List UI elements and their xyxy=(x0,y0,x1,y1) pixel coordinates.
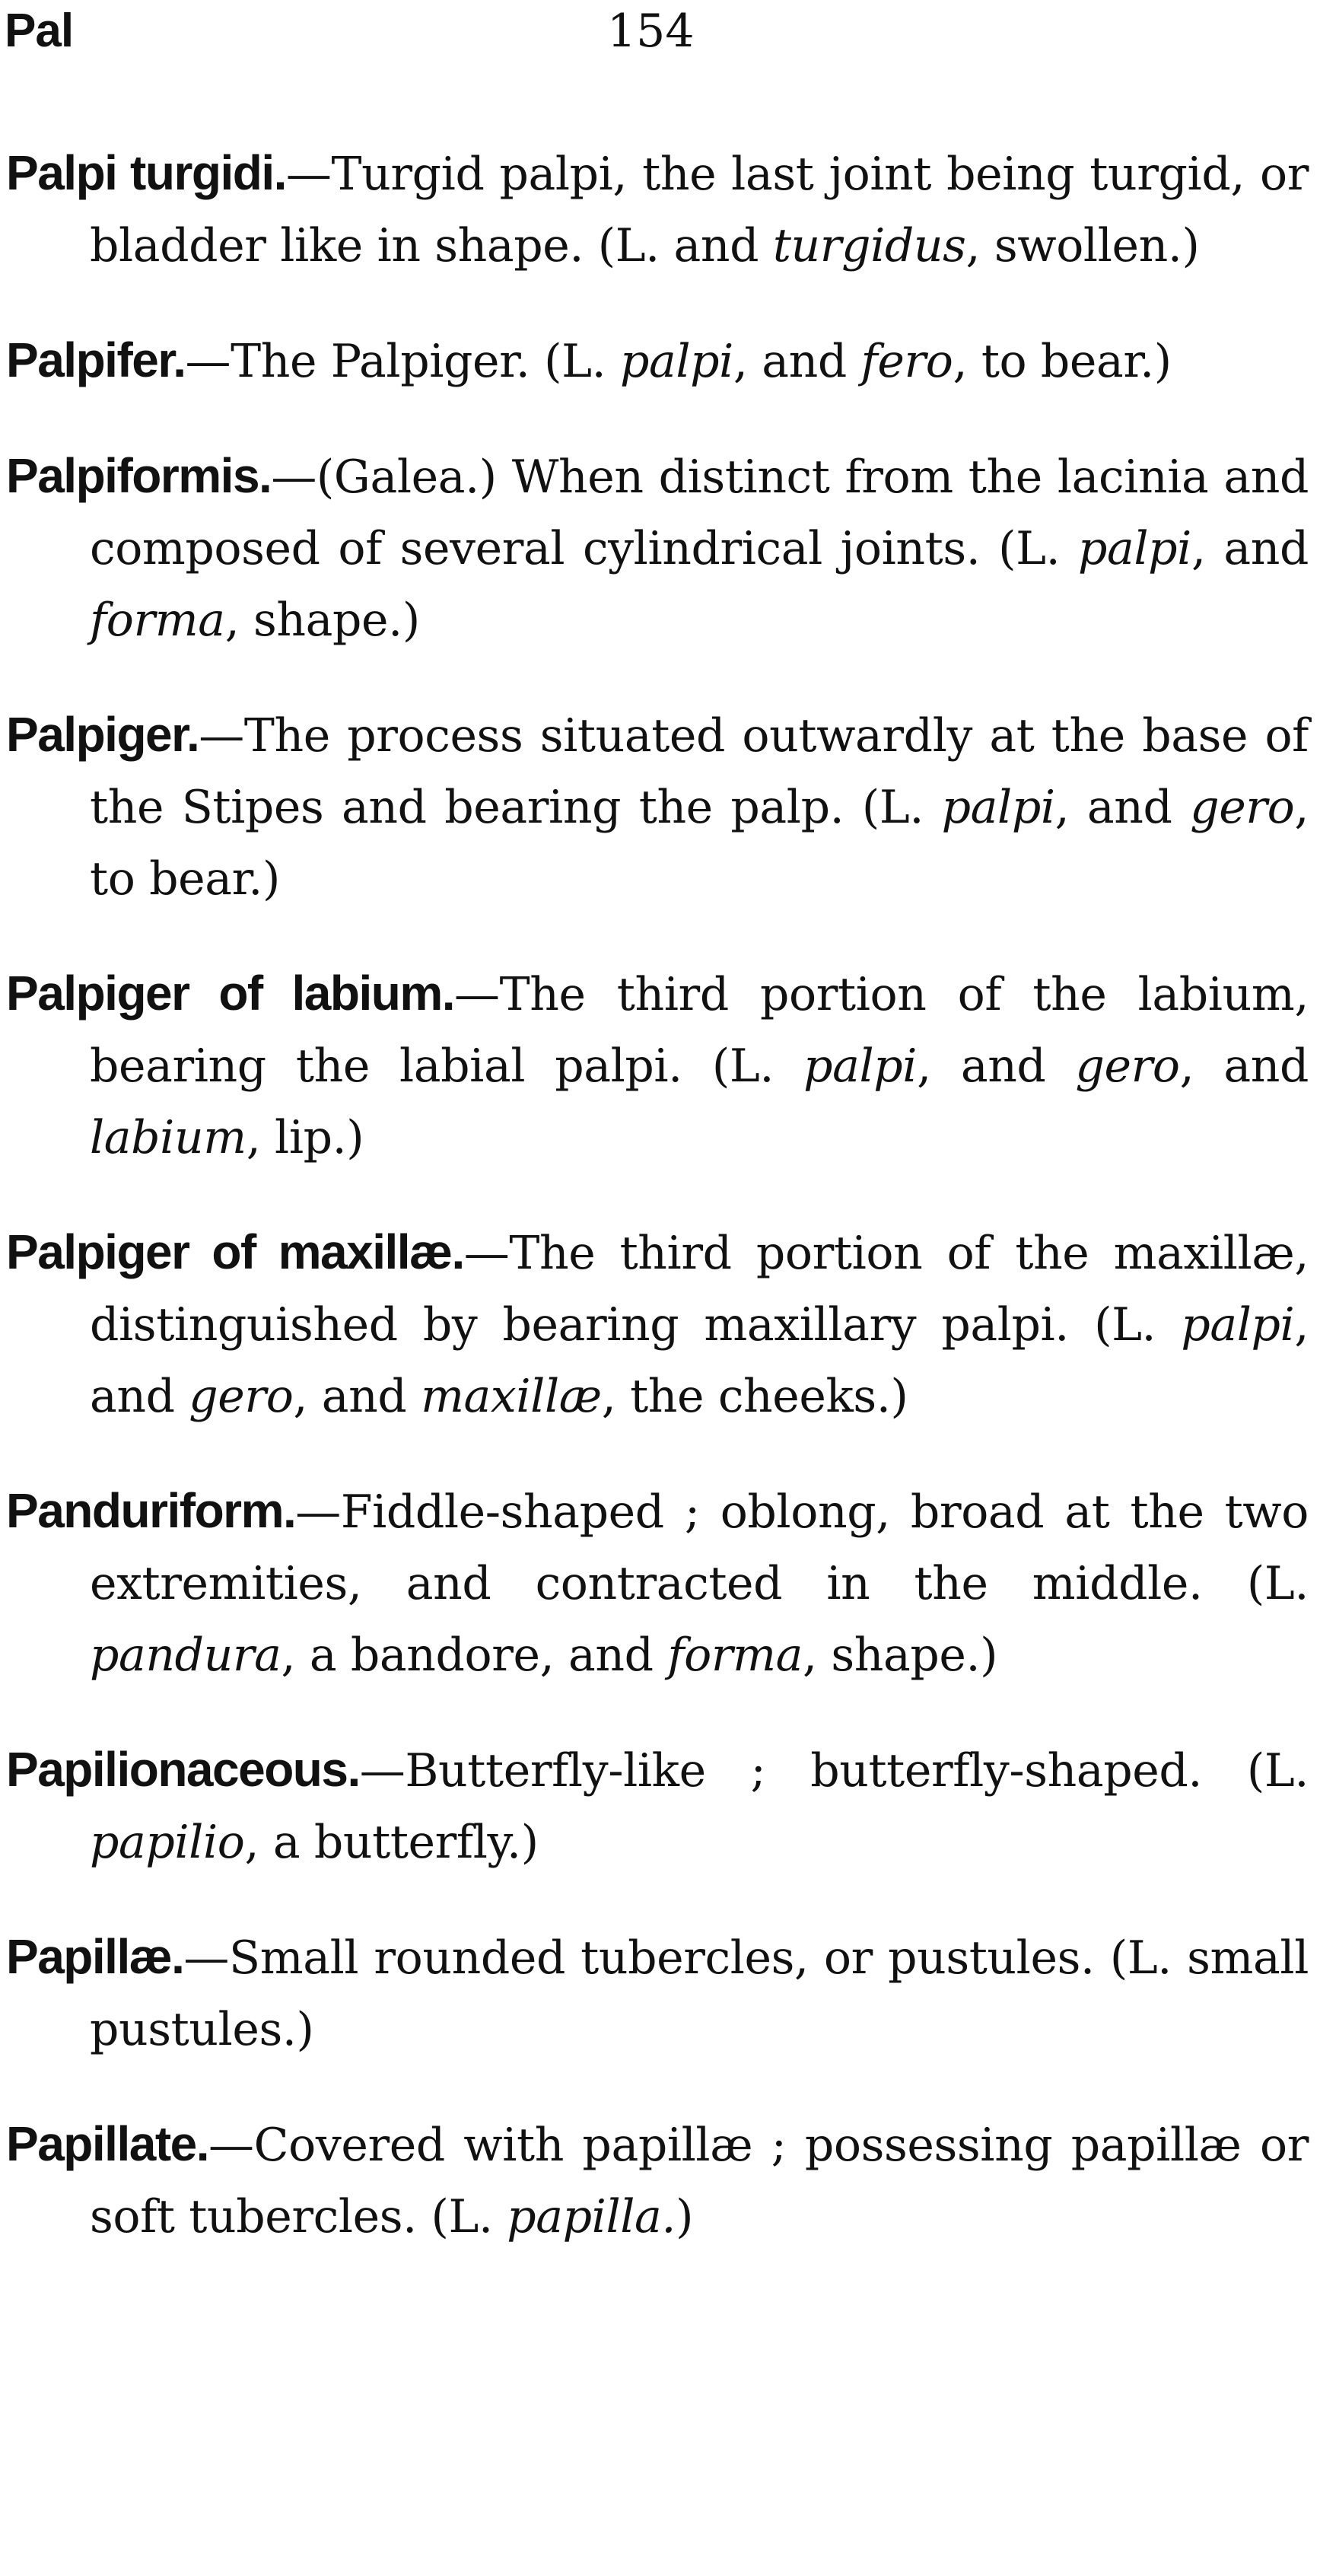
entry-definition: , and xyxy=(1054,781,1191,834)
entry-definition: , and xyxy=(90,1298,1309,1423)
latin-term: palpi xyxy=(941,781,1055,834)
entry-definition: The process situated outwardly at the base of the Stipes and bearing the palp. (L. xyxy=(90,709,1309,834)
latin-term: fero xyxy=(860,335,953,388)
latin-term: pandura xyxy=(90,1629,281,1682)
entry-term: Palpiger. xyxy=(6,707,199,762)
glossary-entry-palpiger xyxy=(6,699,1309,915)
em-dash: — xyxy=(359,1744,406,1797)
glossary-entries xyxy=(6,137,1309,2295)
latin-term: papilla. xyxy=(507,2190,676,2243)
glossary-entry-palpifer xyxy=(6,324,1309,397)
latin-term: gero xyxy=(1190,781,1295,834)
glossary-entry-papillae xyxy=(6,1921,1309,2065)
glossary-entry-palpiformis xyxy=(6,440,1309,656)
entry-definition: The third portion of the maxillæ, distinguished by bearing maxillary palpi. (L. xyxy=(90,1227,1309,1352)
entry-definition: , shape.) xyxy=(224,594,420,647)
page-number: 154 xyxy=(607,5,695,58)
entry-definition: , to bear.) xyxy=(953,335,1172,388)
entry-term: Papillate. xyxy=(6,2116,208,2171)
em-dash: — xyxy=(454,968,500,1021)
glossary-entry-panduriform xyxy=(6,1475,1309,1691)
latin-term: maxillæ xyxy=(421,1370,602,1423)
entry-definition: , and xyxy=(1191,522,1309,575)
glossary-entry-papilionaceous xyxy=(6,1734,1309,1878)
em-dash: — xyxy=(295,1485,341,1539)
entry-definition: , and xyxy=(733,335,861,388)
entry-term: Palpifer. xyxy=(6,333,186,387)
entry-definition: , a bandore, and xyxy=(281,1629,668,1682)
entry-definition: , the cheeks.) xyxy=(601,1370,908,1423)
em-dash: — xyxy=(183,1931,230,1985)
em-dash: — xyxy=(208,2119,254,2172)
entry-definition: , to bear.) xyxy=(90,781,1309,906)
entry-definition: ) xyxy=(676,2190,694,2243)
entry-definition: , swollen.) xyxy=(965,219,1200,272)
entry-term: Panduriform. xyxy=(6,1483,296,1538)
latin-term: palpi xyxy=(803,1040,918,1093)
entry-term: Palpiger of labium. xyxy=(6,966,455,1021)
em-dash: — xyxy=(199,709,244,763)
entry-term: Papillæ. xyxy=(6,1929,184,1984)
glossary-entry-palpiger-of-labium xyxy=(6,957,1309,1173)
entry-definition: , shape.) xyxy=(803,1629,998,1682)
entry-definition: Small rounded tubercles, or pustules. (L. small pustules.) xyxy=(90,1931,1309,2056)
entry-definition: Fiddle-shaped ; oblong, broad at the two extremities, and contracted in the middle. (L. xyxy=(90,1485,1309,1610)
latin-term: forma xyxy=(667,1629,803,1682)
latin-term: palpi xyxy=(1181,1298,1295,1352)
entry-term: Palpiger of maxillæ. xyxy=(6,1224,464,1279)
em-dash: — xyxy=(185,335,231,388)
glossary-entry-palpiger-of-maxillae xyxy=(6,1216,1309,1432)
latin-term: labium xyxy=(90,1111,247,1164)
entry-definition: (Galea.) When distinct from the lacinia and composed of several cylindrical joints. (L. xyxy=(90,451,1309,575)
latin-term: turgidus xyxy=(772,219,966,272)
entry-definition: The Palpiger. (L. xyxy=(231,335,620,388)
entry-term: Papilionaceous. xyxy=(6,1742,360,1797)
entry-definition: Covered with papillæ ; possessing papillæ or soft tubercles. (L. xyxy=(90,2119,1309,2243)
page-header xyxy=(0,0,1320,68)
running-head: Pal xyxy=(5,5,74,57)
glossary-entry-palpi-turgidi xyxy=(6,137,1309,282)
entry-definition: , and xyxy=(917,1040,1076,1093)
entry-term: Palpiformis. xyxy=(6,448,272,503)
entry-definition: The third portion of the labium, bearing the labial palpi. (L. xyxy=(90,968,1309,1093)
entry-definition: , and xyxy=(1179,1040,1309,1093)
latin-term: forma xyxy=(90,594,225,647)
em-dash: — xyxy=(271,451,316,504)
latin-term: papilio xyxy=(90,1816,245,1869)
entry-definition: , and xyxy=(293,1370,421,1423)
entry-definition: , lip.) xyxy=(246,1111,364,1164)
entry-definition: Turgid palpi, the last joint being turgid, or bladder like in shape. (L. and xyxy=(90,148,1309,272)
em-dash: — xyxy=(285,148,332,201)
entry-definition: Butterfly-like ; butterfly-shaped. (L. xyxy=(405,1744,1309,1797)
em-dash: — xyxy=(463,1227,510,1280)
latin-term: palpi xyxy=(1078,522,1191,575)
entry-definition: , a butterfly.) xyxy=(244,1816,539,1869)
latin-term: gero xyxy=(189,1370,294,1423)
glossary-entry-papillate xyxy=(6,2108,1309,2253)
latin-term: palpi xyxy=(619,335,733,388)
entry-term: Palpi turgidi. xyxy=(6,145,286,200)
latin-term: gero xyxy=(1075,1040,1180,1093)
